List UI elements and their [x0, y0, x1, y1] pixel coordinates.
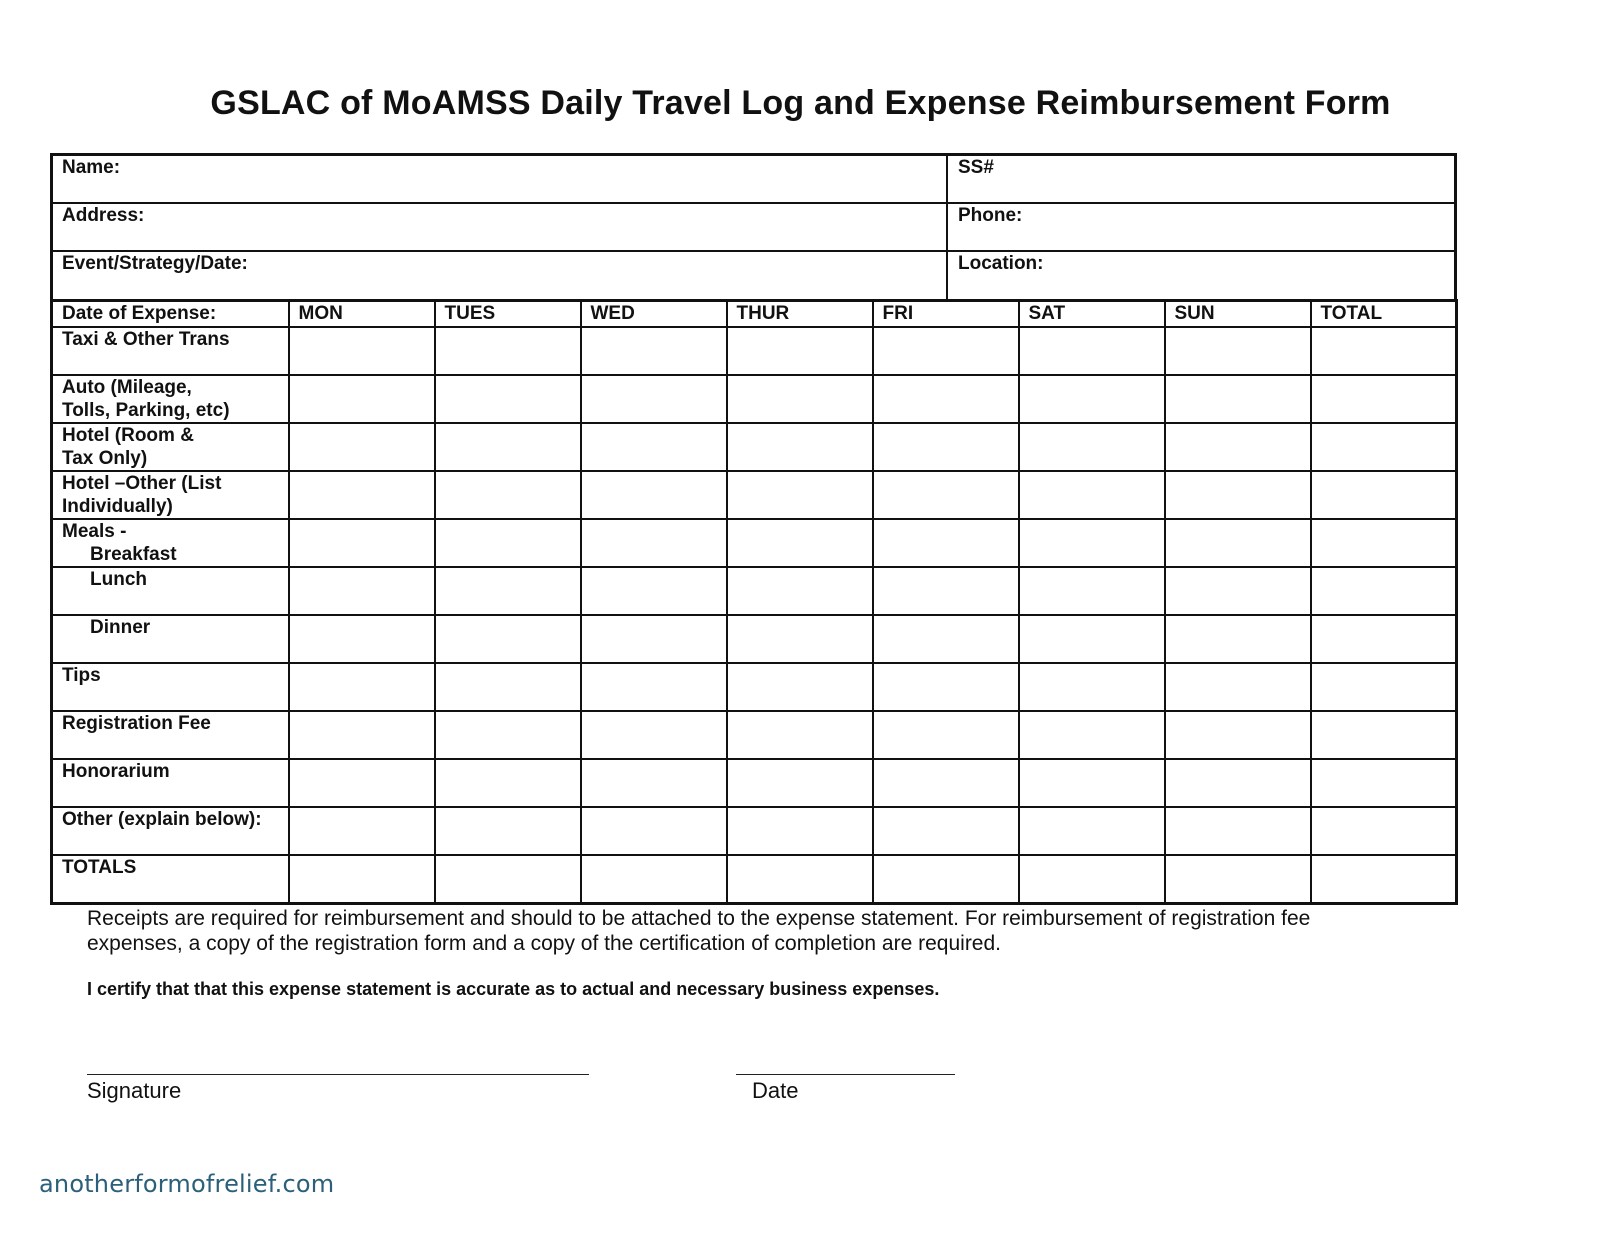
expense-amount-cell[interactable]	[435, 327, 581, 375]
expense-amount-cell[interactable]	[1311, 327, 1457, 375]
expense-category-label	[52, 423, 289, 471]
personal-info-section	[50, 153, 1457, 299]
expense-amount-cell[interactable]	[289, 807, 435, 855]
expense-amount-cell[interactable]	[289, 423, 435, 471]
event-strategy-date-field[interactable]: Event/Strategy/Date:	[62, 253, 248, 274]
expense-amount-cell[interactable]	[435, 711, 581, 759]
form-title: GSLAC of MoAMSS Daily Travel Log and Expense Reimbursement Form	[210, 84, 1391, 122]
expense-row	[52, 423, 1457, 471]
address-field[interactable]: Address:	[62, 205, 145, 226]
date-label: Date	[752, 1078, 799, 1103]
category-text: Breakfast	[90, 544, 177, 565]
expense-row	[52, 855, 1457, 903]
expense-row	[52, 471, 1457, 519]
expense-amount-cell[interactable]	[873, 615, 1019, 663]
expense-amount-cell[interactable]	[727, 375, 873, 423]
expense-amount-cell[interactable]	[1165, 423, 1311, 471]
expense-amount-cell[interactable]	[1165, 855, 1311, 903]
category-text: Individually)	[62, 496, 173, 517]
expense-amount-cell[interactable]	[289, 663, 435, 711]
expense-amount-cell[interactable]	[1311, 615, 1457, 663]
expense-row	[52, 375, 1457, 423]
expense-amount-cell[interactable]	[581, 615, 727, 663]
expense-amount-cell[interactable]	[873, 759, 1019, 807]
expense-amount-cell[interactable]	[1165, 663, 1311, 711]
expense-category-label	[52, 759, 289, 807]
expense-amount-cell[interactable]	[1311, 471, 1457, 519]
category-text: Tolls, Parking, etc)	[62, 400, 230, 421]
expense-category-label	[52, 567, 289, 615]
expense-amount-cell[interactable]	[1165, 519, 1311, 567]
expense-amount-cell[interactable]	[873, 375, 1019, 423]
expense-amount-cell[interactable]	[289, 615, 435, 663]
expense-amount-cell[interactable]	[289, 567, 435, 615]
expense-amount-cell[interactable]	[1165, 327, 1311, 375]
info-row-event	[53, 252, 1454, 300]
expense-header-row	[52, 301, 1457, 328]
expense-amount-cell[interactable]	[1165, 375, 1311, 423]
expense-amount-cell[interactable]	[581, 807, 727, 855]
expense-category-label	[52, 711, 289, 759]
expense-amount-cell[interactable]	[873, 663, 1019, 711]
expense-amount-cell[interactable]	[727, 567, 873, 615]
phone-field[interactable]: Phone:	[958, 205, 1023, 226]
category-text: Auto (Mileage,	[62, 377, 192, 398]
category-text: Honorarium	[62, 761, 170, 782]
location-field[interactable]: Location:	[958, 253, 1044, 274]
expense-table	[50, 299, 1458, 905]
expense-amount-cell[interactable]	[873, 471, 1019, 519]
expense-amount-cell[interactable]	[435, 759, 581, 807]
info-column-divider	[946, 156, 948, 302]
expense-amount-cell[interactable]	[435, 375, 581, 423]
expense-amount-cell[interactable]	[727, 759, 873, 807]
column-header: SAT	[1019, 301, 1165, 328]
expense-amount-cell[interactable]	[435, 519, 581, 567]
date-line[interactable]	[736, 1074, 955, 1075]
expense-amount-cell[interactable]	[727, 615, 873, 663]
date-of-expense-header: Date of Expense:	[52, 301, 289, 328]
category-text: Tips	[62, 665, 101, 686]
expense-amount-cell[interactable]	[1165, 711, 1311, 759]
expense-row	[52, 327, 1457, 375]
expense-amount-cell[interactable]	[435, 855, 581, 903]
expense-amount-cell[interactable]	[1311, 807, 1457, 855]
expense-amount-cell[interactable]	[435, 423, 581, 471]
expense-amount-cell[interactable]	[289, 375, 435, 423]
expense-amount-cell[interactable]	[1165, 807, 1311, 855]
expense-category-label	[52, 375, 289, 423]
expense-amount-cell[interactable]	[873, 423, 1019, 471]
expense-amount-cell[interactable]	[289, 519, 435, 567]
notice-line: Receipts are required for reimbursement and should to be attached to the expense statement. For reimbursement of registration fee	[87, 907, 1311, 930]
expense-amount-cell[interactable]	[727, 807, 873, 855]
expense-amount-cell[interactable]	[581, 375, 727, 423]
expense-amount-cell[interactable]	[581, 711, 727, 759]
expense-category-label	[52, 519, 289, 567]
expense-amount-cell[interactable]	[1019, 327, 1165, 375]
expense-amount-cell[interactable]	[1311, 567, 1457, 615]
expense-amount-cell[interactable]	[873, 567, 1019, 615]
category-text: Hotel –Other (List	[62, 473, 222, 494]
expense-row	[52, 711, 1457, 759]
expense-amount-cell[interactable]	[873, 807, 1019, 855]
column-header: SUN	[1165, 301, 1311, 328]
ssn-field[interactable]: SS#	[958, 157, 994, 178]
expense-amount-cell[interactable]	[873, 327, 1019, 375]
expense-amount-cell[interactable]	[1165, 759, 1311, 807]
notice-line: expenses, a copy of the registration form and a copy of the certification of completion are required.	[87, 932, 1002, 955]
expense-amount-cell[interactable]	[581, 567, 727, 615]
category-text: Registration Fee	[62, 713, 211, 734]
expense-amount-cell[interactable]	[581, 759, 727, 807]
signature-label: Signature	[87, 1078, 182, 1103]
category-text: TOTALS	[62, 857, 137, 878]
expense-amount-cell[interactable]	[727, 711, 873, 759]
category-text: Other (explain below):	[62, 809, 262, 830]
watermark-text: anotherformofrelief.com	[39, 1170, 335, 1198]
receipts-notice	[87, 906, 1427, 956]
expense-amount-cell[interactable]	[1311, 519, 1457, 567]
expense-amount-cell[interactable]	[1019, 423, 1165, 471]
expense-amount-cell[interactable]	[581, 519, 727, 567]
expense-amount-cell[interactable]	[727, 855, 873, 903]
expense-amount-cell[interactable]	[435, 807, 581, 855]
expense-amount-cell[interactable]	[289, 711, 435, 759]
expense-amount-cell[interactable]	[727, 471, 873, 519]
expense-amount-cell[interactable]	[581, 663, 727, 711]
expense-amount-cell[interactable]	[1019, 375, 1165, 423]
expense-amount-cell[interactable]	[1019, 807, 1165, 855]
expense-amount-cell[interactable]	[1311, 759, 1457, 807]
expense-amount-cell[interactable]	[1165, 615, 1311, 663]
name-field[interactable]: Name:	[62, 157, 121, 178]
expense-amount-cell[interactable]	[1019, 759, 1165, 807]
column-header: WED	[581, 301, 727, 328]
expense-row	[52, 615, 1457, 663]
expense-category-label	[52, 327, 289, 375]
expense-amount-cell[interactable]	[435, 471, 581, 519]
signature-line[interactable]	[87, 1074, 589, 1075]
column-header: TOTAL	[1311, 301, 1457, 328]
expense-amount-cell[interactable]	[1311, 711, 1457, 759]
expense-amount-cell[interactable]	[1311, 375, 1457, 423]
info-row-name	[53, 156, 1454, 204]
expense-row	[52, 759, 1457, 807]
expense-amount-cell[interactable]	[727, 423, 873, 471]
category-text: Meals -	[62, 521, 127, 542]
expense-amount-cell[interactable]	[581, 471, 727, 519]
expense-category-label	[52, 615, 289, 663]
column-header: FRI	[873, 301, 1019, 328]
expense-amount-cell[interactable]	[581, 855, 727, 903]
expense-amount-cell[interactable]	[435, 663, 581, 711]
column-header: TUES	[435, 301, 581, 328]
expense-amount-cell[interactable]	[1311, 663, 1457, 711]
expense-row	[52, 807, 1457, 855]
expense-amount-cell[interactable]	[1165, 471, 1311, 519]
column-header: THUR	[727, 301, 873, 328]
expense-amount-cell[interactable]	[1165, 567, 1311, 615]
category-text: Tax Only)	[62, 448, 148, 469]
expense-amount-cell[interactable]	[873, 711, 1019, 759]
expense-amount-cell[interactable]	[289, 327, 435, 375]
expense-amount-cell[interactable]	[873, 855, 1019, 903]
expense-amount-cell[interactable]	[1019, 615, 1165, 663]
expense-amount-cell[interactable]	[873, 519, 1019, 567]
expense-amount-cell[interactable]	[727, 663, 873, 711]
expense-row	[52, 567, 1457, 615]
expense-row	[52, 663, 1457, 711]
certification-statement: I certify that that this expense statement is accurate as to actual and necessary business expenses.	[87, 979, 940, 999]
expense-amount-cell[interactable]	[435, 567, 581, 615]
expense-amount-cell[interactable]	[727, 327, 873, 375]
expense-amount-cell[interactable]	[1311, 855, 1457, 903]
expense-amount-cell[interactable]	[1019, 519, 1165, 567]
expense-category-label	[52, 855, 289, 903]
expense-category-label	[52, 663, 289, 711]
expense-amount-cell[interactable]	[1019, 855, 1165, 903]
category-text: Lunch	[90, 569, 147, 590]
expense-amount-cell[interactable]	[435, 615, 581, 663]
expense-category-label	[52, 471, 289, 519]
expense-amount-cell[interactable]	[727, 519, 873, 567]
category-text: Hotel (Room &	[62, 425, 194, 446]
expense-row	[52, 519, 1457, 567]
expense-amount-cell[interactable]	[581, 327, 727, 375]
info-row-address	[53, 204, 1454, 252]
expense-category-label	[52, 807, 289, 855]
expense-amount-cell[interactable]	[1311, 423, 1457, 471]
expense-amount-cell[interactable]	[1019, 567, 1165, 615]
category-text: Taxi & Other Trans	[62, 329, 230, 350]
expense-amount-cell[interactable]	[289, 471, 435, 519]
expense-amount-cell[interactable]	[581, 423, 727, 471]
category-text: Dinner	[90, 617, 151, 638]
expense-amount-cell[interactable]	[289, 855, 435, 903]
expense-amount-cell[interactable]	[289, 759, 435, 807]
column-header: MON	[289, 301, 435, 328]
expense-amount-cell[interactable]	[1019, 711, 1165, 759]
expense-amount-cell[interactable]	[1019, 471, 1165, 519]
expense-amount-cell[interactable]	[1019, 663, 1165, 711]
